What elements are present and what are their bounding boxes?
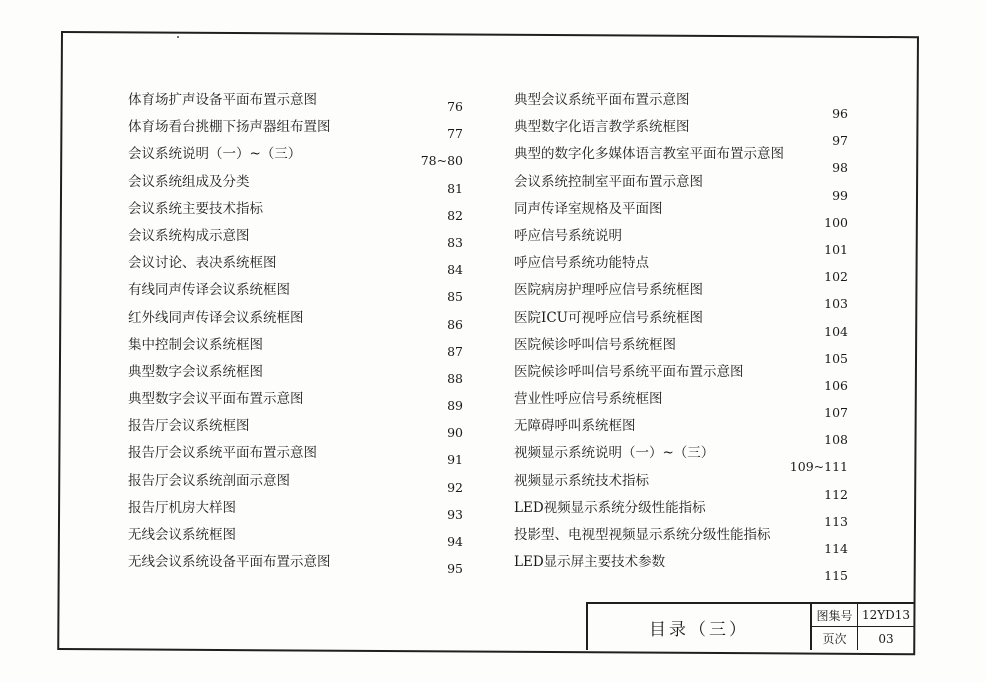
toc-entry-title: 医院ICU可视呼应信号系统框图 — [514, 309, 704, 326]
toc-entry-page: 93 — [447, 506, 463, 522]
toc-entry-page: 103 — [824, 296, 848, 312]
toc-entry-title: 呼应信号系统功能特点 — [514, 255, 649, 272]
toc-entry-page: 112 — [824, 486, 848, 502]
toc-entry-title: 报告厅会议系统平面布置示意图 — [128, 445, 317, 462]
atlas-number-value: 12YD13 — [858, 604, 914, 627]
toc-entry — [128, 278, 463, 305]
catalog-title: 目录（三） — [588, 604, 812, 650]
toc-entry-title: 视频显示系统说明（一）~（三） — [514, 445, 715, 462]
title-block-grid — [812, 604, 914, 650]
toc-entry-title: 医院病房护理呼应信号系统框图 — [514, 282, 703, 299]
toc-entry-title: 典型数字化语言教学系统框图 — [514, 119, 690, 136]
toc-entry-title: 医院候诊呼叫信号系统平面布置示意图 — [514, 363, 744, 380]
toc-entry — [128, 224, 463, 251]
toc-entry — [514, 550, 848, 584]
toc-entry-page: 114 — [824, 541, 848, 556]
toc-entry-page: 90 — [447, 425, 463, 441]
toc-entry — [514, 469, 848, 502]
toc-entry — [514, 414, 848, 448]
toc-entry — [514, 360, 848, 393]
toc-entry-page: 96 — [832, 106, 848, 121]
toc-entry-title: 典型会议系统平面布置示意图 — [514, 92, 690, 108]
toc-entry — [514, 142, 848, 176]
toc-entry-page: 83 — [447, 234, 463, 250]
toc-entry-title: 无障碍呼叫系统框图 — [514, 418, 636, 435]
toc-entry-title: 呼应信号系统说明 — [514, 227, 622, 244]
toc-entry — [128, 306, 463, 333]
toc-entry-title: 同声传译室规格及平面图 — [514, 200, 663, 217]
toc-entry-title: 红外线同声传译会议系统框图 — [128, 309, 304, 326]
toc-entry-page: 88 — [447, 370, 463, 386]
toc-entry-title: 无线会议系统框图 — [128, 527, 236, 543]
toc-entry-title: 投影型、电视型视频显示系统分级性能指标 — [514, 527, 771, 543]
toc-entry-page: 113 — [824, 513, 848, 529]
toc-entry-title: 无线会议系统设备平面布置示意图 — [128, 554, 331, 571]
toc-entry — [514, 496, 848, 529]
toc-entry — [128, 360, 463, 387]
toc-entry-page: 86 — [447, 316, 463, 332]
toc-entry-page: 101 — [824, 241, 848, 257]
toc-entry-title: 会议系统组成及分类 — [128, 173, 250, 190]
toc-entry-title: 会议讨论、表决系统框图 — [128, 255, 277, 272]
toc-entry-title: 视频显示系统技术指标 — [514, 472, 649, 489]
toc-entry-title: 报告厅机房大样图 — [128, 499, 236, 516]
toc-entry — [128, 115, 463, 142]
toc-entry-title: 集中控制会议系统框图 — [128, 336, 263, 353]
toc-entry-page: 89 — [447, 398, 463, 414]
toc-entry-title: 营业性呼应信号系统框图 — [514, 391, 663, 408]
toc-entry-page: 81 — [447, 180, 463, 196]
toc-entry-page: 94 — [447, 534, 463, 549]
toc-entry — [128, 170, 463, 197]
toc-entry-title: 有线同声传译会议系统框图 — [128, 282, 290, 299]
toc-entry-title: 会议系统主要技术指标 — [128, 200, 263, 217]
toc-entry — [128, 333, 463, 360]
toc-entry — [514, 306, 848, 339]
atlas-number-label: 图集号 — [812, 604, 858, 627]
toc-entry — [128, 523, 463, 550]
toc-left-column — [128, 88, 463, 577]
toc-entry — [514, 333, 848, 366]
toc-entry-title: 典型数字会议平面布置示意图 — [128, 391, 304, 408]
toc-entry-page: 92 — [447, 479, 463, 495]
toc-entry — [514, 224, 848, 257]
toc-entry — [128, 496, 463, 523]
toc-entry-title: 报告厅会议系统剖面示意图 — [128, 472, 290, 489]
toc-entry — [514, 88, 848, 121]
toc-entry — [128, 197, 463, 224]
toc-entry-title: LED视频显示系统分级性能指标 — [514, 499, 706, 516]
toc-entry — [128, 142, 463, 169]
toc-entry-title: 医院候诊呼叫信号系统框图 — [514, 336, 676, 353]
title-block — [586, 602, 914, 650]
toc-entry — [514, 387, 848, 421]
toc-entry-page: 77 — [447, 126, 463, 142]
toc-entry-title: LED显示屏主要技术参数 — [514, 554, 666, 571]
toc-entry-page: 95 — [447, 561, 463, 577]
toc-entry-title: 体育场看台挑棚下扬声器组布置图 — [128, 119, 331, 136]
toc-entry — [128, 441, 463, 468]
toc-entry-page: 102 — [824, 269, 848, 285]
toc-entry — [128, 414, 463, 441]
toc-entry-page: 100 — [824, 214, 848, 230]
toc-right-column — [514, 88, 848, 584]
toc-entry — [128, 251, 463, 278]
toc-entry-page: 84 — [447, 262, 463, 278]
toc-entry — [128, 550, 463, 577]
toc-entry-title: 会议系统控制室平面布置示意图 — [514, 173, 703, 190]
toc-entry-page: 76 — [447, 99, 463, 114]
toc-entry-title: 会议系统说明（一）~（三） — [128, 146, 302, 163]
toc-entry — [514, 523, 848, 556]
scan-speck — [177, 36, 179, 38]
toc-entry-page: 78~80 — [420, 153, 463, 169]
toc-entry-page: 82 — [447, 207, 463, 223]
toc-entry-title: 典型的数字化多媒体语言教室平面布置示意图 — [514, 146, 784, 163]
toc-entry-title: 报告厅会议系统框图 — [128, 418, 250, 435]
toc-entry — [514, 441, 848, 475]
toc-entry — [128, 88, 463, 115]
toc-entry-page: 97 — [832, 133, 848, 149]
toc-entry-page: 115 — [824, 568, 848, 584]
toc-entry-page: 106 — [824, 377, 848, 393]
toc-entry-title: 典型数字会议系统框图 — [128, 363, 263, 380]
toc-entry-page: 104 — [824, 323, 848, 339]
toc-entry — [514, 115, 848, 149]
toc-entry — [514, 251, 848, 285]
toc-entry-page: 98 — [832, 160, 848, 176]
toc-entry — [128, 387, 463, 414]
toc-entry-page: 85 — [447, 289, 463, 305]
page-number-value: 03 — [878, 631, 894, 646]
toc-entry-title: 会议系统构成示意图 — [128, 227, 250, 244]
toc-entry-page: 105 — [824, 350, 848, 366]
page-number-label: 页次 — [812, 627, 858, 650]
toc-entry-page: 109~111 — [789, 459, 848, 475]
toc-entry-title: 体育场扩声设备平面布置示意图 — [128, 92, 317, 108]
toc-entry-page: 91 — [447, 452, 463, 468]
toc-entry — [514, 170, 848, 203]
toc-entry — [514, 278, 848, 312]
toc-entry-page: 108 — [824, 432, 848, 448]
toc-entry — [128, 469, 463, 496]
toc-entry-page: 107 — [824, 405, 848, 421]
toc-entry-page: 99 — [832, 187, 848, 203]
toc-entry-page: 87 — [447, 343, 463, 359]
toc-entry — [514, 197, 848, 230]
